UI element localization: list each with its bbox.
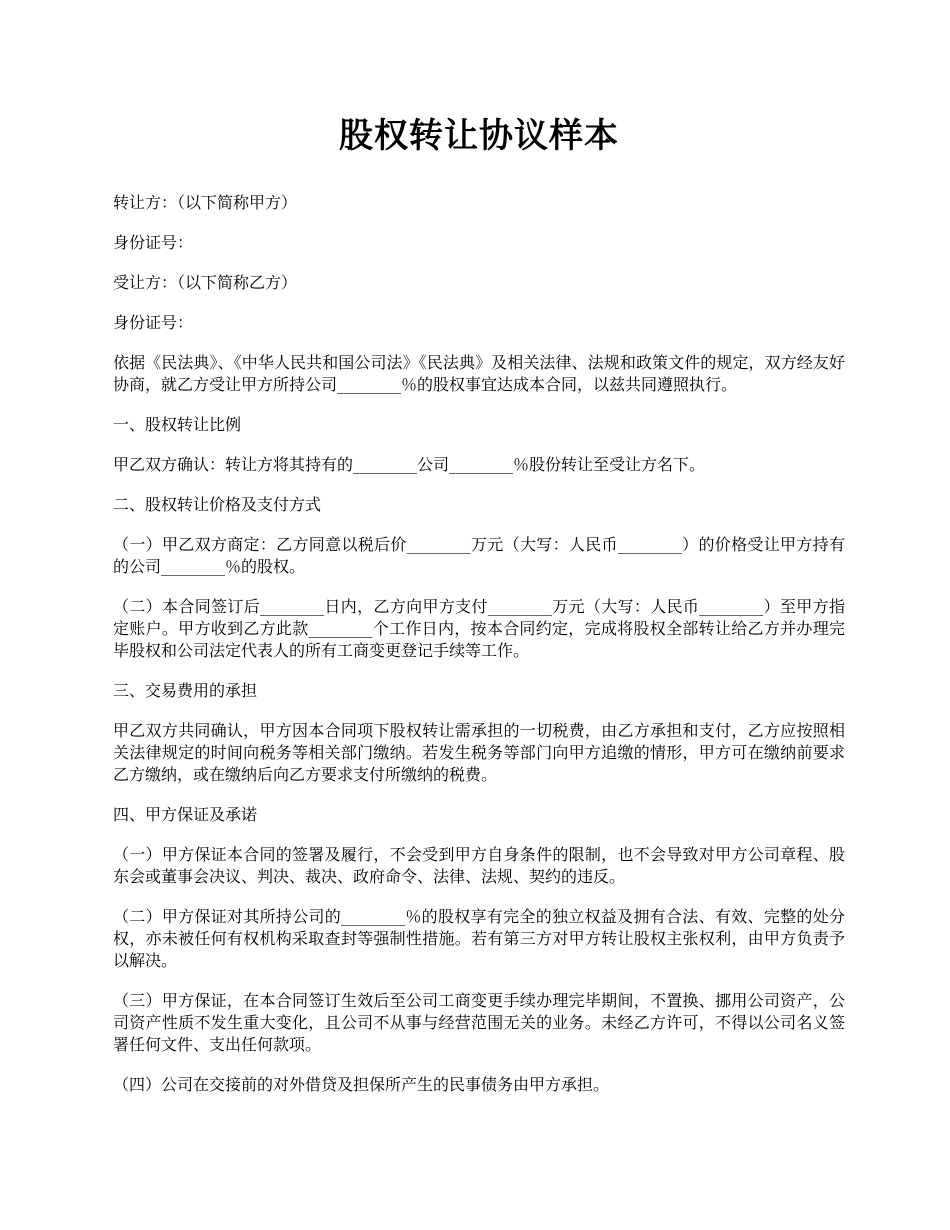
section-heading-1: 一、股权转让比例 xyxy=(113,415,242,434)
document-title: 股权转让协议样本 xyxy=(339,116,619,156)
transferee-line: 受让方：（以下简称乙方） xyxy=(113,273,298,292)
section-4-clause-1: （一）甲方保证本合同的签署及履行，不会受到甲方自身条件的限制，也不会导致对甲方公司章程、股东会或董事会决议、判决、裁决、政府命令、法律、法规、契约的违反。 xyxy=(113,845,845,886)
section-3-paragraph: 甲乙双方共同确认，甲方因本合同项下股权转让需承担的一切税费，由乙方承担和支付，乙方应按照相关法律规定的时间向税务等相关部门缴纳。若发生税务等部门向甲方追缴的情形，甲方可在缴纳前要求乙方缴纳，或在缴纳后向乙方要求支付所缴纳的税费。 xyxy=(113,721,845,784)
section-heading-4: 四、甲方保证及承诺 xyxy=(113,805,258,824)
section-4-clause-2: （二）甲方保证对其所持公司的________％的股权享有完全的独立权益及拥有合法、有效、完整的处分权，亦未被任何有权机构采取查封等强制性措施。若有第三方对甲方转让股权主张权利，由甲方负责予以解决。 xyxy=(113,907,845,970)
section-2-clause-2: （二）本合同签订后________日内，乙方向甲方支付________万元（大写：人民币________）至甲方指定账户。甲方收到乙方此款________个工作日内，按本合同约定，完成将股权全部转让给乙方并办理完毕股权和公司法定代表人的所有工商变更登记手续等工作。 xyxy=(113,597,845,660)
transferee-id-line: 身份证号： xyxy=(113,313,194,332)
section-4-clause-4: （四）公司在交接前的对外借贷及担保所产生的民事债务由甲方承担。 xyxy=(113,1075,610,1094)
transferor-id-line: 身份证号： xyxy=(113,233,194,252)
section-4-clause-3: （三）甲方保证，在本合同签订生效后至公司工商变更手续办理完毕期间，不置换、挪用公司资产，公司资产性质不发生重大变化，且公司不从事与经营范围无关的业务。未经乙方许可，不得以公司名义签署任何文件、支出任何款项。 xyxy=(113,991,845,1054)
section-heading-3: 三、交易费用的承担 xyxy=(113,681,258,700)
transferor-line: 转让方：（以下简称甲方） xyxy=(113,193,298,212)
document-body xyxy=(113,108,845,1114)
preamble-paragraph: 依据《民法典》、《中华人民共和国公司法》《民法典》及相关法律、法规和政策文件的规定，双方经友好协商，就乙方受让甲方所持公司________％的股权事宜达成本合同，以兹共同遵照执行。 xyxy=(113,353,845,394)
section-heading-2: 二、股权转让价格及支付方式 xyxy=(113,495,322,514)
section-1-paragraph: 甲乙双方确认：转让方将其持有的________公司________％股份转让至受让方名下。 xyxy=(113,455,706,474)
section-2-clause-1: （一）甲乙双方商定：乙方同意以税后价________万元（大写：人民币________）的价格受让甲方持有的公司________％的股权。 xyxy=(113,535,845,576)
